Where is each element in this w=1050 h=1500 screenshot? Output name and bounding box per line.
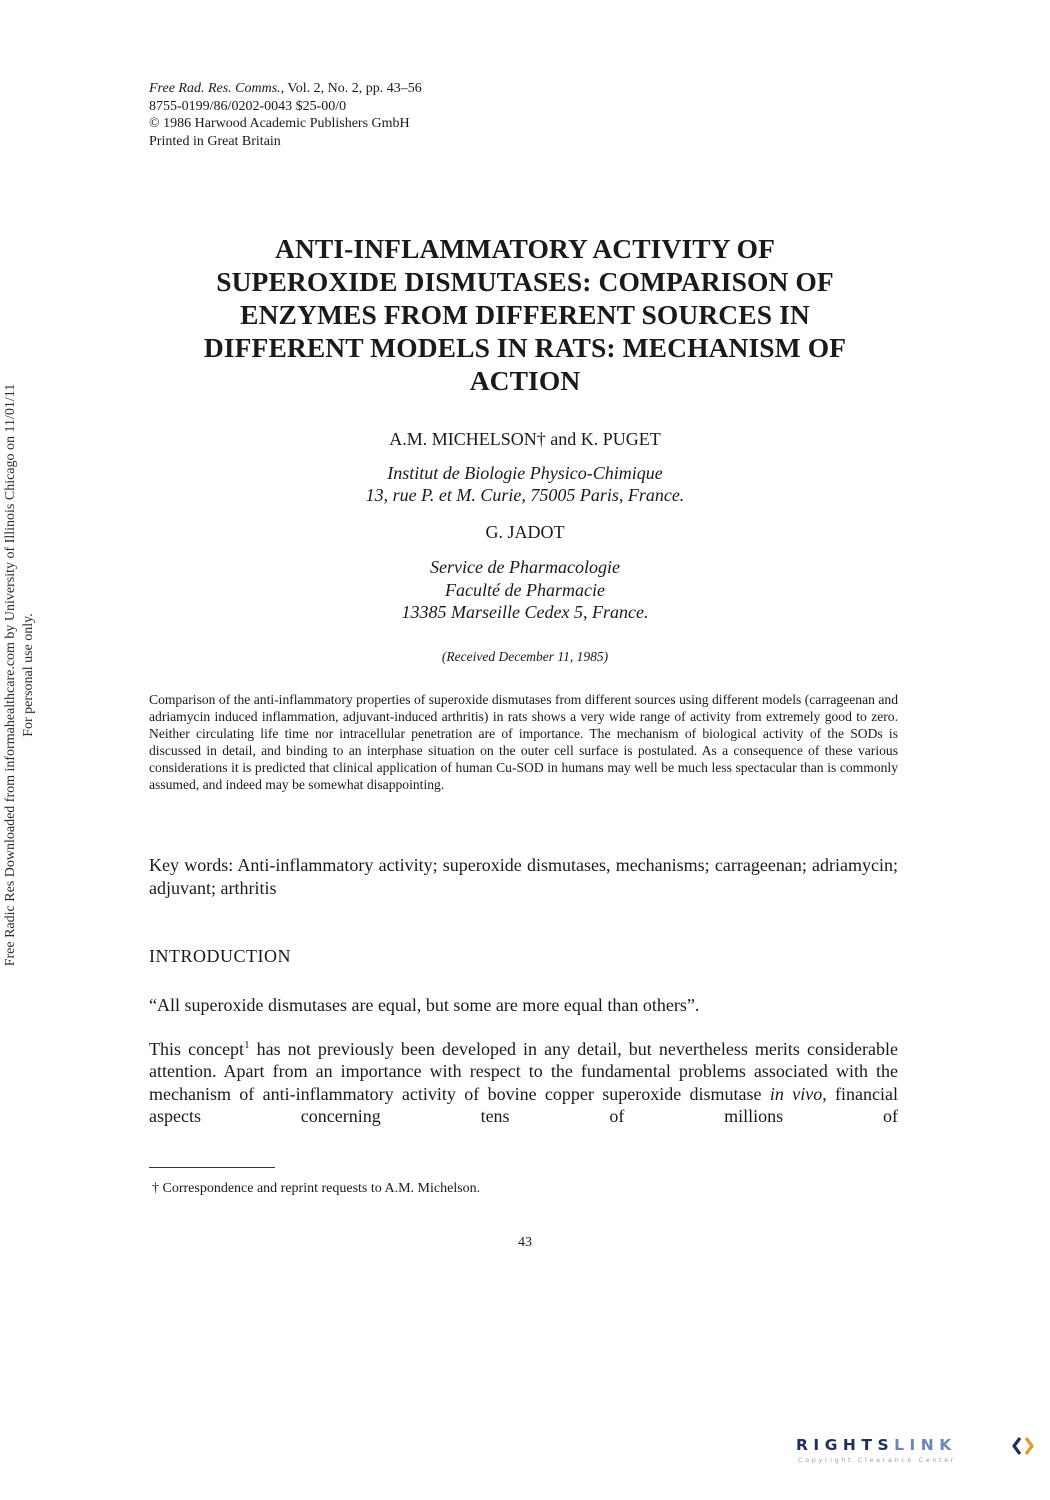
rightslink-badge[interactable] [796, 1436, 1036, 1480]
journal-copyright: © 1986 Harwood Academic Publishers GmbH [149, 116, 410, 131]
download-watermark-line1: Free Radic Res Downloaded from informahealthcare.com by University of Illinois Chicago on 11/01/11 [3, 383, 18, 967]
journal-header [149, 80, 422, 150]
affiliation-1: Institut de Biologie Physico-Chimique 13, rue P. et M. Curie, 75005 Paris, France. [365, 463, 685, 505]
title-line: DIFFERENT MODELS IN RATS: MECHANISM OF [203, 332, 847, 363]
download-watermark-line2: For personal use only. [21, 613, 36, 737]
introduction-paragraph: This concept$^1$ has not previously been developed in any detail, but nevertheless merits considerable attention. Apart from an importance with respect to the fundamental problems associated with the mechanism of anti-inflammatory activity of bovine copper superoxide dismutase in vivo, financial aspects concerning tens of millions of [149, 1039, 899, 1126]
title-line: ENZYMES FROM DIFFERENT SOURCES IN [240, 299, 810, 330]
epigraph-quote: “All superoxide dismutases are equal, but some are more equal than others”. [149, 995, 700, 1015]
section-heading-introduction: INTRODUCTION [149, 946, 291, 966]
rightslink-logo-text: RIGHTSLINK [796, 1436, 957, 1454]
received-date: (Received December 11, 1985) [441, 649, 609, 664]
page-number: 43 [518, 1235, 532, 1250]
footnote-reference[interactable]: 1 [244, 1039, 250, 1051]
title-line: ACTION [469, 365, 581, 396]
rightslink-arrows-icon [1012, 1434, 1036, 1458]
journal-printed: Printed in Great Britain [149, 133, 281, 149]
journal-citation: Free Rad. Res. Comms., Vol. 2, No. 2, pp. 43–56 [149, 81, 422, 96]
paper-title [110, 232, 940, 397]
footnote: † Correspondence and reprint requests to A.M. Michelson. [152, 1181, 481, 1196]
title-line: SUPEROXIDE DISMUTASES: COMPARISON OF [216, 266, 834, 297]
author-name-secondary: G. JADOT [485, 522, 565, 542]
rightslink-tagline: Copyright Clearance Center [798, 1456, 957, 1464]
abstract: Comparison of the anti-inflammatory properties of superoxide dismutases from different sources using different models (carrageenan and adriamycin induced inflammation, adjuvant-induced arthritis) in rats shows a very wide range of activity from extremely good to zero. Neither circulating life time nor intracellular penetration are of importance. The mechanism of biological activity of the SODs is discussed in detail, and binding to an interphase situation on the outer cell surface is postulated. As a consequence of these various considerations it is predicted that clinical application of human Cu-SOD in humans may well be much less spectacular than is commonly assumed, and indeed may be somewhat disappointing. [149, 692, 898, 793]
download-watermark [2, 295, 52, 1055]
title-line: ANTI-INFLAMMATORY ACTIVITY OF [274, 233, 775, 264]
journal-code: 8755-0199/86/0202-0043 $25-00/0 [149, 98, 347, 114]
author-names: A.M. MICHELSON† and K. PUGET [389, 429, 661, 449]
footnote-divider [149, 1167, 275, 1168]
keywords: Key words: Anti-inflammatory activity; superoxide dismutases, mechanisms; carrageenan; adriamycin; adjuvant; arthritis [149, 855, 898, 898]
affiliation-2: Service de Pharmacologie Faculté de Pharmacie 13385 Marseille Cedex 5, France. [401, 557, 649, 622]
